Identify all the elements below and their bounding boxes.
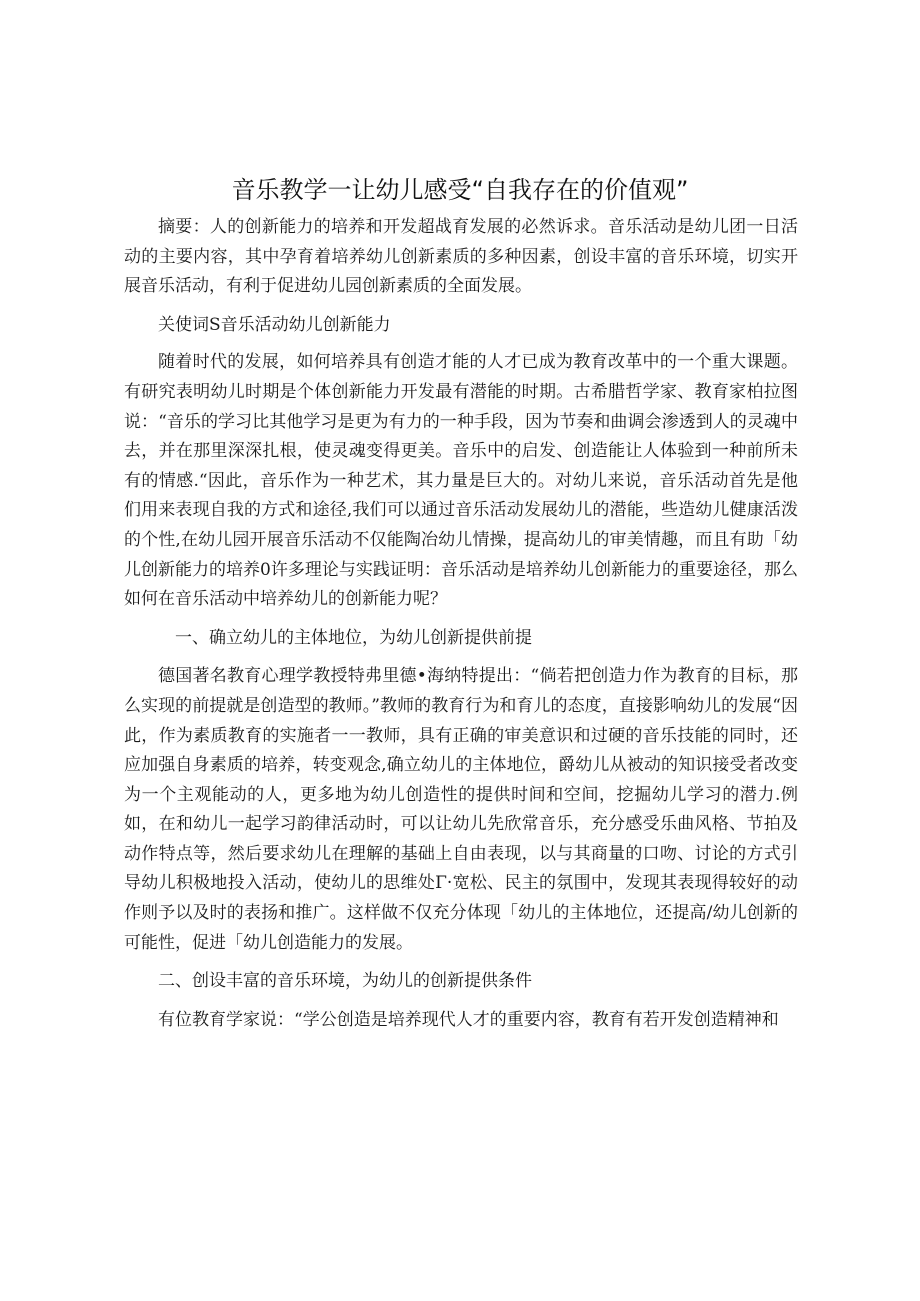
section2-paragraph: 有位教育学家说：“学公创造是培养现代人才的重要内容，教育有若开发创造精神和 <box>158 1009 779 1030</box>
keywords-line: 关使词S音乐活动幼儿创新能力 <box>158 314 391 335</box>
intro-paragraph: 随着时代的发展，如何培养具有创造才能的人才已成为教育改革中的一个重大课题。有研究表明幼儿时期是个体创新能力开发最有潜能的时期。古希腊哲学家、教育家柏拉图说：“音乐的学习比其他学习是更为有力的一种手段，因为节奏和曲调会渗透到人的灵魂中去，并在那里深深扎根，使灵魂变得更美。音乐中的启发、创造能让人体验到一种前所未有的情感.“因此，音乐作为一种艺术，其力量是巨大的。对幼儿来说，音乐活动首先是他们用来表现自我的方式和途径,我们可以通过音乐活动发展幼儿的潜能，些造幼儿健康活泼的个性,在幼儿园开展音乐活动不仅能陶冶幼儿情操，提高幼儿的审美情趣，而且有助「幼儿创新能力的培养0许多理论与实践证明：音乐活动是培养幼儿创新能力的重要途径，那么如何在音乐活动中培养幼儿的创新能力呢？ <box>124 352 798 610</box>
section-heading-2: 二、创设丰富的音乐环境，为幼儿的创新提供条件 <box>158 971 532 992</box>
section-heading-1: 一、确立幼儿的主体地位，为幼儿创新提供前提 <box>175 627 532 648</box>
abstract-paragraph: 摘要：人的创新能力的培养和开发超战育发展的必然诉求。音乐活动是幼儿团一日活动的主要内容，其中孕育着培养幼儿创新素质的多种因素，创设丰富的音乐环境，切实开展音乐活动，有利于促进幼儿园创新素质的全面发展。 <box>124 217 798 297</box>
document-body <box>124 213 798 1044</box>
page-title: 音乐教学一让幼儿感受“自我存在的价值观” <box>231 176 689 204</box>
section1-paragraph: 德国著名教育心理学教授特弗里德•海纳特提出：“倘若把创造力作为教育的目标，那么实现的前提就是创造型的教师。”教师的教育行为和育儿的态度，直接影响幼儿的发展“因此，作为素质教育的实施者一一教师，具有正确的审美意识和过硬的音乐技能的同时，还应加强自身素质的培养，转变观念,确立幼儿的主体地位，爵幼儿从被动的知识接受者改变为一个主观能动的人，更多地为幼儿创造性的提供时间和空间，挖掘幼儿学习的潜力.例如，在和幼儿一起学习韵律活动时，可以让幼儿先欣常音乐，充分感受乐曲风格、节拍及动作特点等，然后要求幼儿在理解的基础上自由表现，以与其商量的口吻、讨论的方式引导幼儿积极地投入活动，使幼儿的思维处Γ·宽松、民主的氛围中，发现其表现得较好的动作则予以及时的表扬和推广。这样做不仅充分体现「幼儿的主体地位，还提高/幼儿创新的可能性，促进「幼儿创造能力的发展。 <box>124 666 798 953</box>
